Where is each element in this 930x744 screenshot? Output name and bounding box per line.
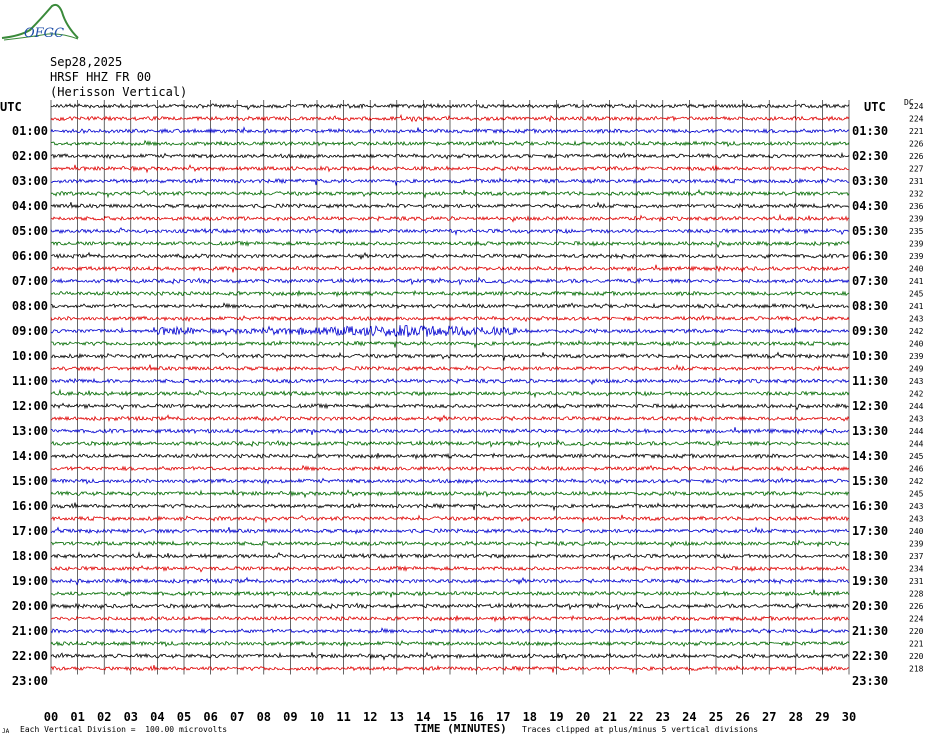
hour-label-right: 14:30 [852, 449, 889, 463]
hour-label-right: 15:30 [852, 474, 889, 488]
dc-offset-13: 240 [909, 264, 924, 274]
x-tick-23: 23 [655, 710, 671, 724]
x-tick-00: 00 [43, 710, 59, 724]
dc-offset-10: 235 [909, 227, 924, 236]
x-tick-25: 25 [708, 710, 724, 724]
dc-offset-12: 239 [909, 252, 924, 261]
x-tick-06: 06 [203, 710, 218, 724]
dc-offset-14: 241 [909, 277, 924, 286]
x-tick-08: 08 [256, 710, 272, 724]
hour-label-right: 16:30 [852, 499, 889, 513]
hour-label-right: 07:30 [852, 274, 889, 288]
x-tick-02: 02 [96, 710, 112, 724]
dc-offset-3: 226 [909, 139, 924, 149]
dc-offset-18: 242 [909, 327, 924, 336]
dc-offset-38: 231 [909, 577, 924, 586]
x-tick-12: 12 [362, 710, 378, 724]
hour-label-left: 13:00 [11, 424, 48, 438]
x-tick-13: 13 [389, 710, 405, 724]
site-label: (Herisson Vertical) [50, 85, 188, 99]
dc-offset-41: 224 [909, 614, 924, 624]
hour-label-left: 04:00 [11, 199, 48, 213]
x-tick-16: 16 [469, 710, 484, 724]
x-tick-21: 21 [602, 710, 617, 724]
dc-offset-32: 243 [909, 502, 924, 511]
dc-offset-8: 236 [909, 202, 924, 211]
hour-label-right: 08:30 [852, 299, 889, 313]
dc-offset-2: 221 [909, 127, 924, 136]
dc-offset-19: 240 [909, 339, 924, 349]
hour-label-left: 23:00 [11, 674, 48, 688]
hour-label-right: 05:30 [852, 224, 889, 238]
dc-offset-25: 243 [909, 414, 924, 424]
x-tick-29: 29 [815, 710, 830, 724]
dc-offset-28: 245 [909, 452, 924, 461]
dc-offset-22: 243 [909, 377, 924, 386]
hour-label-right: 13:30 [852, 424, 889, 438]
clip-note: Traces clipped at plus/minus 5 vertical divisions [522, 725, 759, 734]
seismic-traces [12, 102, 924, 688]
dc-offset-27: 244 [909, 439, 924, 449]
x-tick-01: 01 [70, 710, 85, 724]
x-tick-15: 15 [442, 710, 458, 724]
dc-offset-7: 232 [909, 189, 924, 199]
x-tick-14: 14 [416, 710, 431, 724]
dc-offset-6: 231 [909, 177, 924, 186]
dc-offset-33: 243 [909, 514, 924, 524]
hour-label-right: 18:30 [852, 549, 889, 563]
dc-offset-29: 246 [909, 464, 924, 474]
hour-label-right: 02:30 [852, 149, 889, 163]
hour-label-left: 12:00 [11, 399, 48, 413]
hour-label-left: 03:00 [11, 174, 48, 188]
hour-label-left: 08:00 [11, 299, 48, 313]
utc-left-label: UTC [0, 100, 22, 114]
dc-offset-44: 220 [909, 652, 924, 661]
hour-label-left: 22:00 [11, 649, 48, 663]
hour-label-left: 01:00 [11, 124, 48, 138]
hour-label-left: 09:00 [11, 324, 48, 338]
x-tick-24: 24 [682, 710, 697, 724]
hour-label-right: 20:30 [852, 599, 889, 613]
logo-text: OFGC [24, 26, 65, 41]
x-tick-04: 04 [150, 710, 165, 724]
x-tick-22: 22 [628, 710, 644, 724]
dc-offset-43: 221 [909, 639, 924, 649]
hour-label-left: 07:00 [11, 274, 48, 288]
hour-label-right: 11:30 [852, 374, 889, 388]
x-tick-18: 18 [522, 710, 538, 724]
dc-offset-40: 226 [909, 602, 924, 611]
x-tick-19: 19 [549, 710, 564, 724]
dc-offset-4: 226 [909, 152, 924, 161]
date-label: Sep28,2025 [50, 55, 123, 69]
utc-right-label: UTC [864, 100, 886, 114]
dc-offset-42: 220 [909, 627, 924, 636]
x-tick-30: 30 [841, 710, 857, 724]
dc-offset-37: 234 [909, 564, 924, 574]
x-tick-27: 27 [761, 710, 777, 724]
x-tick-07: 07 [229, 710, 245, 724]
footer-mark: JA [2, 728, 10, 735]
hour-label-right: 21:30 [852, 624, 889, 638]
hour-label-right: 17:30 [852, 524, 889, 538]
hour-label-right: 22:30 [852, 649, 889, 663]
dc-label: DC [904, 98, 914, 107]
dc-offset-24: 244 [909, 402, 924, 411]
hour-label-right: 06:30 [852, 249, 889, 263]
x-tick-26: 26 [735, 710, 750, 724]
dc-offset-31: 245 [909, 489, 924, 499]
hour-label-left: 05:00 [11, 224, 48, 238]
hour-label-left: 15:00 [11, 474, 48, 488]
hour-label-right: 01:30 [852, 124, 889, 138]
hour-label-left: 21:00 [11, 624, 48, 638]
hour-label-left: 02:00 [11, 149, 48, 163]
dc-offset-36: 237 [909, 552, 924, 561]
hour-label-left: 11:00 [11, 374, 48, 388]
hour-label-left: 10:00 [11, 349, 48, 363]
hour-label-right: 19:30 [852, 574, 889, 588]
hour-label-left: 19:00 [11, 574, 48, 588]
dc-offset-30: 242 [909, 477, 924, 486]
division-note: Each Vertical Division = 100.00 microvolts [20, 725, 228, 734]
dc-offset-20: 239 [909, 352, 924, 361]
x-tick-20: 20 [575, 710, 591, 724]
dc-offset-0: 224 [909, 102, 924, 111]
station-label: HRSF HHZ FR 00 [50, 70, 152, 84]
dc-offset-45: 218 [909, 664, 924, 674]
dc-offset-26: 244 [909, 427, 924, 436]
dc-offset-17: 243 [909, 314, 924, 324]
dc-offset-15: 245 [909, 289, 924, 299]
dc-offset-34: 240 [909, 527, 924, 536]
dc-offset-16: 241 [909, 302, 924, 311]
time-axis-label: TIME (MINUTES) [414, 722, 507, 735]
hour-label-left: 16:00 [11, 499, 48, 513]
dc-offset-9: 239 [909, 214, 924, 224]
dc-offset-23: 242 [909, 389, 924, 399]
x-tick-10: 10 [309, 710, 325, 724]
hour-label-left: 17:00 [11, 524, 48, 538]
hour-label-right: 03:30 [852, 174, 889, 188]
x-tick-09: 09 [283, 710, 298, 724]
hour-label-right: 10:30 [852, 349, 889, 363]
x-tick-03: 03 [123, 710, 139, 724]
dc-offset-35: 239 [909, 539, 924, 549]
x-tick-17: 17 [495, 710, 511, 724]
dc-offset-11: 239 [909, 239, 924, 249]
time-grid [51, 100, 849, 675]
hour-label-right: 04:30 [852, 199, 889, 213]
dc-offset-39: 228 [909, 589, 924, 599]
hour-label-left: 06:00 [11, 249, 48, 263]
dc-offset-5: 227 [909, 164, 924, 174]
dc-offset-1: 224 [909, 114, 924, 124]
dc-offset-21: 249 [909, 364, 924, 374]
x-tick-11: 11 [336, 710, 351, 724]
hour-label-left: 14:00 [11, 449, 48, 463]
hour-label-right: 09:30 [852, 324, 889, 338]
hour-label-right: 23:30 [852, 674, 889, 688]
hour-label-left: 18:00 [11, 549, 48, 563]
hour-label-right: 12:30 [852, 399, 889, 413]
x-tick-28: 28 [788, 710, 804, 724]
hour-label-left: 20:00 [11, 599, 48, 613]
x-tick-05: 05 [176, 710, 192, 724]
